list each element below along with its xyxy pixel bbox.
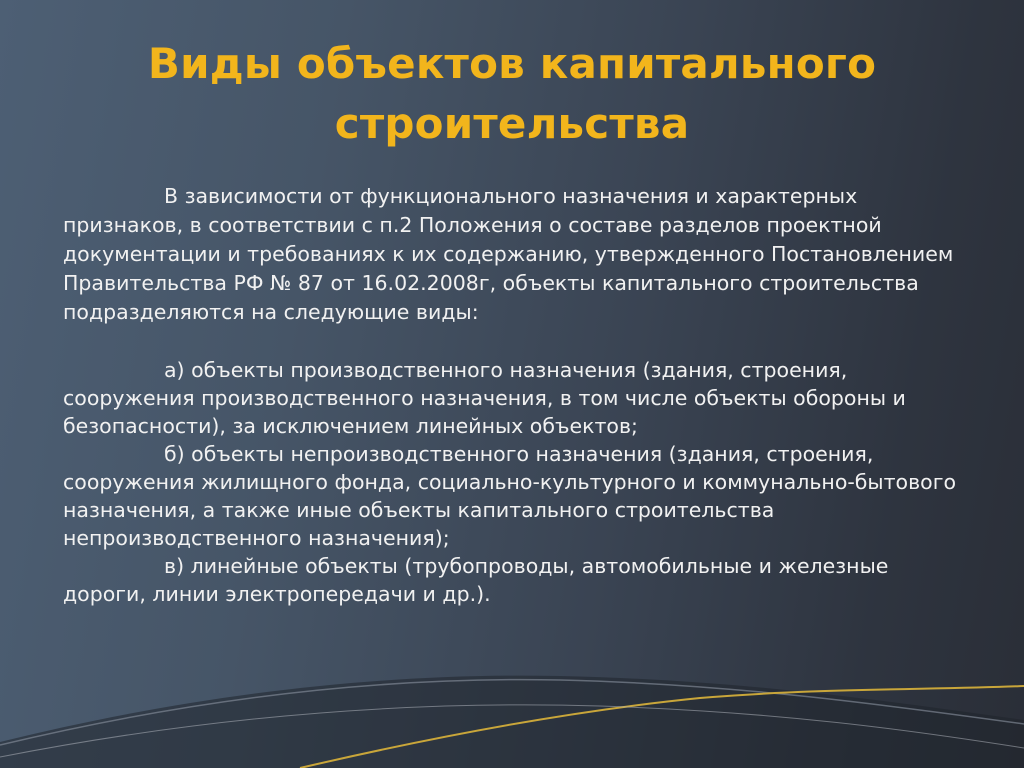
list-item-b: б) объекты непроизводственного назначения (здания, строения, сооружения жилищного фонда, социально-культурного и коммунально-бытового назначения, а также иные объекты капитального строительства непроизводственного назначения);	[63, 442, 957, 550]
title-line-2: строительства	[334, 99, 690, 148]
title-line-1: Виды объектов капитального	[147, 39, 877, 88]
intro-paragraph: В зависимости от функционального назначения и характерных признаков, в соответствии с п.2 Положения о составе разделов проектной документации и требованиях к их содержанию, утвержденного Постановлением Правительства РФ № 87 от 16.02.2008г, объекты капитального строительства подразделяются на следующие виды:	[63, 184, 954, 324]
slide-title	[60, 34, 964, 154]
list-item-c: в) линейные объекты (трубопроводы, автомобильные и железные дороги, линии электропередачи и др.).	[63, 554, 889, 606]
list-item-a: а) объекты производственного назначения (здания, строения, сооружения производственного назначения, в том числе объекты обороны и безопасности), за исключением линейных объектов;	[63, 358, 906, 438]
slide-body	[63, 182, 968, 608]
